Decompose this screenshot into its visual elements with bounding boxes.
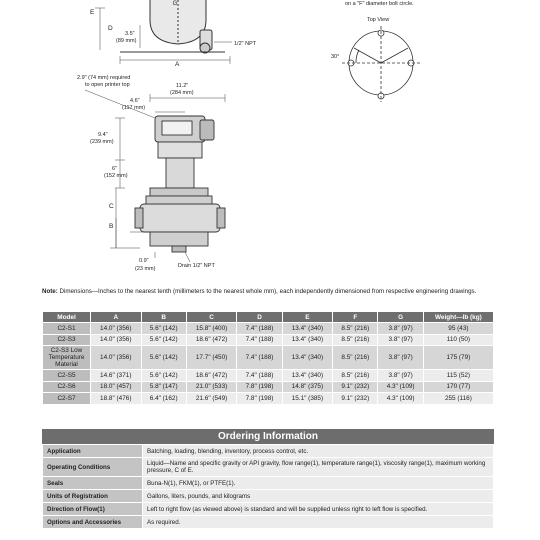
table-row	[43, 334, 494, 346]
label-dim-3-5-mm: (89 mm)	[116, 38, 137, 44]
label-dim-11-2-mm: (284 mm)	[170, 90, 194, 96]
table-cell: 18.0" (457)	[91, 381, 142, 393]
label-dim-9-4: 9.4"	[98, 132, 108, 138]
table-cell: 14.8" (375)	[282, 381, 333, 393]
table-row	[43, 458, 494, 477]
table-cell: 13.4" (340)	[282, 323, 333, 335]
ordering-key: Seals	[43, 477, 143, 490]
table-header-row	[43, 312, 494, 323]
ordering-key: Operating Conditions	[43, 458, 143, 477]
header-cell: B	[141, 312, 186, 323]
label-c: C	[109, 203, 114, 210]
table-cell: 5.6" (142)	[141, 346, 186, 370]
label-d-top: D	[108, 25, 113, 32]
table-cell: 15.1" (385)	[282, 393, 333, 405]
table-cell: 3.8" (97)	[378, 370, 423, 382]
table-cell: 17.7" (450)	[186, 346, 237, 370]
table-cell: 18.8" (476)	[91, 393, 142, 405]
table-cell: 5.8" (147)	[141, 381, 186, 393]
table-cell: 5.6" (142)	[141, 323, 186, 335]
meter-top-view-body	[120, 0, 225, 53]
header-cell: G	[378, 312, 423, 323]
table-cell: 3.8" (97)	[378, 334, 423, 346]
table-cell: 13.4" (340)	[282, 334, 333, 346]
ordering-value: Left to right flow (as viewed above) is standard and will be supplied unless right to left flow is specified.	[143, 503, 494, 516]
ordering-value: As required.	[143, 516, 494, 529]
label-dim-6-mm: (152 mm)	[104, 173, 128, 179]
table-row	[43, 477, 494, 490]
table-cell: 3.8" (97)	[378, 323, 423, 335]
table-cell: 21.0" (533)	[186, 381, 237, 393]
table-cell: 9.1" (232)	[333, 381, 378, 393]
table-cell: 7.8" (198)	[237, 393, 282, 405]
label-g: G	[172, 1, 178, 7]
label-drain: Drain 1/2" NPT	[178, 263, 215, 269]
ordering-information-table	[42, 444, 494, 529]
header-cell: F	[333, 312, 378, 323]
table-cell: 18.6" (472)	[186, 334, 237, 346]
table-cell: 8.5" (216)	[333, 370, 378, 382]
table-cell: 8.5" (216)	[333, 346, 378, 370]
ordering-value: Batching, loading, blending, inventory, process control, etc.	[143, 445, 494, 458]
label-dim-4-6-mm: (117 mm)	[122, 105, 146, 111]
ordering-key: Units of Registration	[43, 490, 143, 503]
table-row	[43, 445, 494, 458]
meter-side-view-body	[135, 116, 225, 252]
header-cell: A	[91, 312, 142, 323]
table-cell: 3.8" (97)	[378, 346, 423, 370]
table-cell: 13.4" (340)	[282, 346, 333, 370]
table-cell: C2-S3	[43, 334, 91, 346]
table-cell: 13.4" (340)	[282, 370, 333, 382]
table-cell: 7.8" (198)	[237, 381, 282, 393]
ordering-information-title: Ordering Information	[42, 429, 494, 444]
label-top-view: Top View	[367, 17, 390, 23]
table-cell: C2-S5	[43, 370, 91, 382]
label-dim-3-5: 3.5"	[125, 31, 135, 37]
table-cell: 115 (52)	[423, 370, 493, 382]
table-cell: 14.6" (371)	[91, 370, 142, 382]
header-cell: E	[282, 312, 333, 323]
table-cell: 4.3" (109)	[378, 381, 423, 393]
table-row	[43, 516, 494, 529]
table-cell: 18.6" (472)	[186, 370, 237, 382]
table-cell: 15.8" (400)	[186, 323, 237, 335]
table-cell: 14.0" (356)	[91, 346, 142, 370]
header-cell: Model	[43, 312, 91, 323]
flange-top-view	[342, 26, 420, 102]
table-cell: 4.3" (109)	[378, 393, 423, 405]
table-row	[43, 490, 494, 503]
table-cell: 21.6" (549)	[186, 393, 237, 405]
table-cell: 175 (79)	[423, 346, 493, 370]
header-cell: Weight—lb (kg)	[423, 312, 493, 323]
ordering-key: Application	[43, 445, 143, 458]
table-cell: 7.4" (188)	[237, 323, 282, 335]
label-dim-11-2: 11.2"	[176, 83, 189, 89]
label-npt-top: 1/2" NPT	[234, 41, 257, 47]
label-a: A	[175, 61, 180, 68]
label-printer-note-2: to open printer top	[85, 82, 130, 88]
table-cell: C2-S6	[43, 381, 91, 393]
table-row	[43, 393, 494, 405]
table-cell: 6.4" (162)	[141, 393, 186, 405]
note-label: Note:	[42, 288, 58, 295]
dimensions-table	[42, 311, 494, 405]
table-cell: C2-S1	[43, 323, 91, 335]
table-cell: 5.6" (142)	[141, 334, 186, 346]
table-cell: 7.4" (188)	[237, 370, 282, 382]
table-row	[43, 370, 494, 382]
table-cell: 170 (77)	[423, 381, 493, 393]
ordering-key: Direction of Flow(1)	[43, 503, 143, 516]
ordering-value: Buna-N(1), FKM(1), or PTFE(1).	[143, 477, 494, 490]
label-printer-note-1: 2.9" (74 mm) required	[77, 75, 131, 81]
dimensions-note	[42, 288, 498, 296]
table-row	[43, 323, 494, 335]
label-dim-0-9: 0.9"	[139, 258, 149, 264]
table-cell: 8.5" (216)	[333, 334, 378, 346]
table-cell: 7.4" (188)	[237, 334, 282, 346]
header-cell: D	[237, 312, 282, 323]
table-row	[43, 346, 494, 370]
table-cell: 255 (116)	[423, 393, 493, 405]
table-cell: 5.6" (142)	[141, 370, 186, 382]
ordering-value: Gallons, liters, pounds, and kilograms	[143, 490, 494, 503]
label-dim-0-9-mm: (23 mm)	[135, 266, 156, 272]
table-cell: C2-S7	[43, 393, 91, 405]
label-bolt-circle-note: on a "F" diameter bolt circle.	[345, 1, 414, 7]
ordering-value: Liquid—Name and specific gravity or API gravity, flow range(1), temperature range(1), viscosity range(1), maximum working pressure, C of E.	[143, 458, 494, 477]
ordering-key: Options and Accessories	[43, 516, 143, 529]
note-text: Dimensions—Inches to the nearest tenth (millimeters to the nearest whole mm), each independently dimensioned from respective engineering drawings.	[57, 288, 477, 295]
label-e-top: E	[90, 9, 95, 16]
table-cell: 8.5" (216)	[333, 323, 378, 335]
table-cell: 9.1" (232)	[333, 393, 378, 405]
table-cell: C2-S3 Low Temperature Material	[43, 346, 91, 370]
table-cell: 95 (43)	[423, 323, 493, 335]
table-row	[43, 503, 494, 516]
label-dim-6: 6"	[112, 166, 118, 172]
table-cell: 7.4" (188)	[237, 346, 282, 370]
label-dim-4-6: 4.6"	[130, 98, 140, 104]
table-row	[43, 381, 494, 393]
table-cell: 14.0" (356)	[91, 334, 142, 346]
table-cell: 14.0" (356)	[91, 323, 142, 335]
label-angle-30: 30°	[331, 54, 340, 60]
header-cell: C	[186, 312, 237, 323]
label-b: B	[109, 223, 114, 230]
table-cell: 110 (50)	[423, 334, 493, 346]
label-dim-9-4-mm: (239 mm)	[90, 139, 114, 145]
